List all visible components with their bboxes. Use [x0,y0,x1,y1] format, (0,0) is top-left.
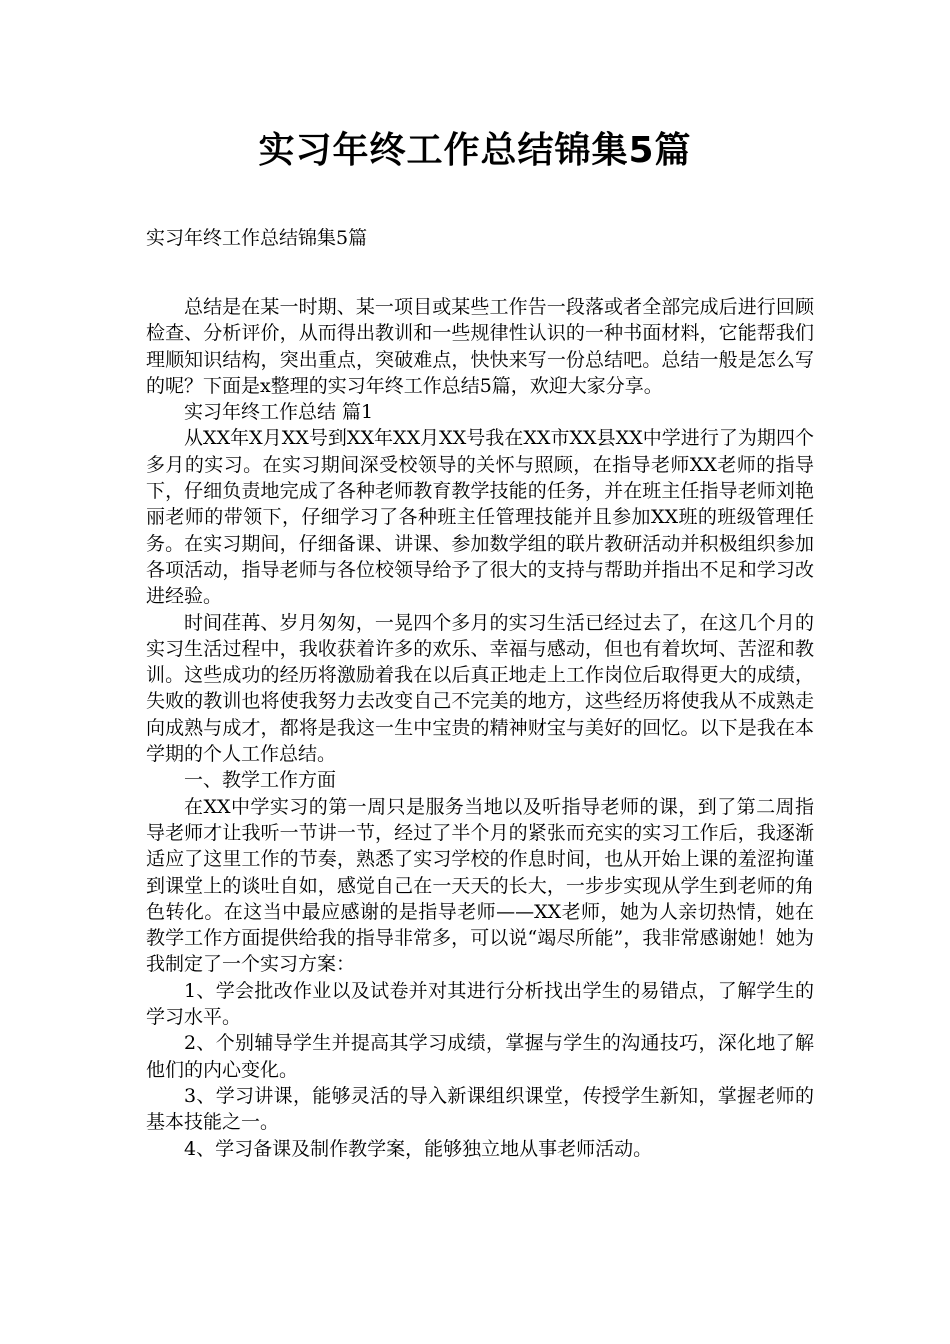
list-item: 3、学习讲课，能够灵活的导入新课组织课堂，传授学生新知，掌握老师的基本技能之一。 [146,1084,814,1134]
list-item: 1、学会批改作业以及试卷并对其进行分析找出学生的易错点，了解学生的学习水平。 [146,979,814,1029]
paragraph: 从XX年X月XX号到XX年XX月XX号我在XX市XX县XX中学进行了为期四个多月的实习。在实习期间深受校领导的关怀与照顾，在指导老师XX老师的指导下，仔细负责地完成了各种老师教育教学技能的任务，并在班主任指导老师刘艳丽老师的带领下，仔细学习了各种班主任管理技能并且参加XX班的班级管理任务。在实习期间，仔细备课、讲课、参加数学组的联片教研活动并积极组织参加各项活动，指导老师与各位校领导给予了很大的支持与帮助并指出不足和学习改进经验。 [146,427,814,608]
document-body [146,294,814,1162]
paragraph: 时间荏苒、岁月匆匆，一晃四个多月的实习生活已经过去了，在这几个月的实习生活过程中，我收获着许多的欢乐、幸福与感动，但也有着坎坷、苦涩和教训。这些成功的经历将激励着我在以后真正地走上工作岗位后取得更大的成绩，失败的教训也将使我努力去改变自己不完美的地方，这些经历将使我从不成熟走向成熟与成才，都将是我这一生中宝贵的精神财宝与美好的回忆。以下是我在本学期的个人工作总结。 [146,611,814,766]
section-heading: 一、教学工作方面 [184,769,337,792]
document-subtitle: 实习年终工作总结锦集5篇 [146,227,368,249]
paragraph: 在XX中学实习的第一周只是服务当地以及听指导老师的课，到了第二周指导老师才让我听一节讲一节，经过了半个月的紧张而充实的实习工作后，我逐渐适应了这里工作的节奏，熟悉了实习学校的作息时间，也从开始上课的羞涩拘谨到课堂上的谈吐自如，感觉自己在一天天的长大，一步步实现从学生到老师的角色转化。在这当中最应感谢的是指导老师——XX老师，她为人亲切热情，她在教学工作方面提供给我的指导非常多，可以说“竭尽所能”，我非常感谢她！她为我制定了一个实习方案： [146,795,814,976]
list-item: 2、个别辅导学生并提高其学习成绩，掌握与学生的沟通技巧，深化地了解他们的内心变化。 [146,1032,814,1081]
document-title: 实习年终工作总结锦集5篇 [258,130,692,171]
section-heading: 实习年终工作总结 篇1 [184,401,374,424]
list-item: 4、学习备课及制作教学案，能够独立地从事老师活动。 [184,1137,653,1160]
paragraph-intro: 总结是在某一时期、某一项目或某些工作告一段落或者全部完成后进行回顾检查、分析评价，从而得出教训和一些规律性认识的一种书面材料，它能帮我们理顺知识结构，突出重点，突破难点，快快来写一份总结吧。总结一般是怎么写的呢？下面是x整理的实习年终工作总结5篇，欢迎大家分享。 [146,296,814,397]
